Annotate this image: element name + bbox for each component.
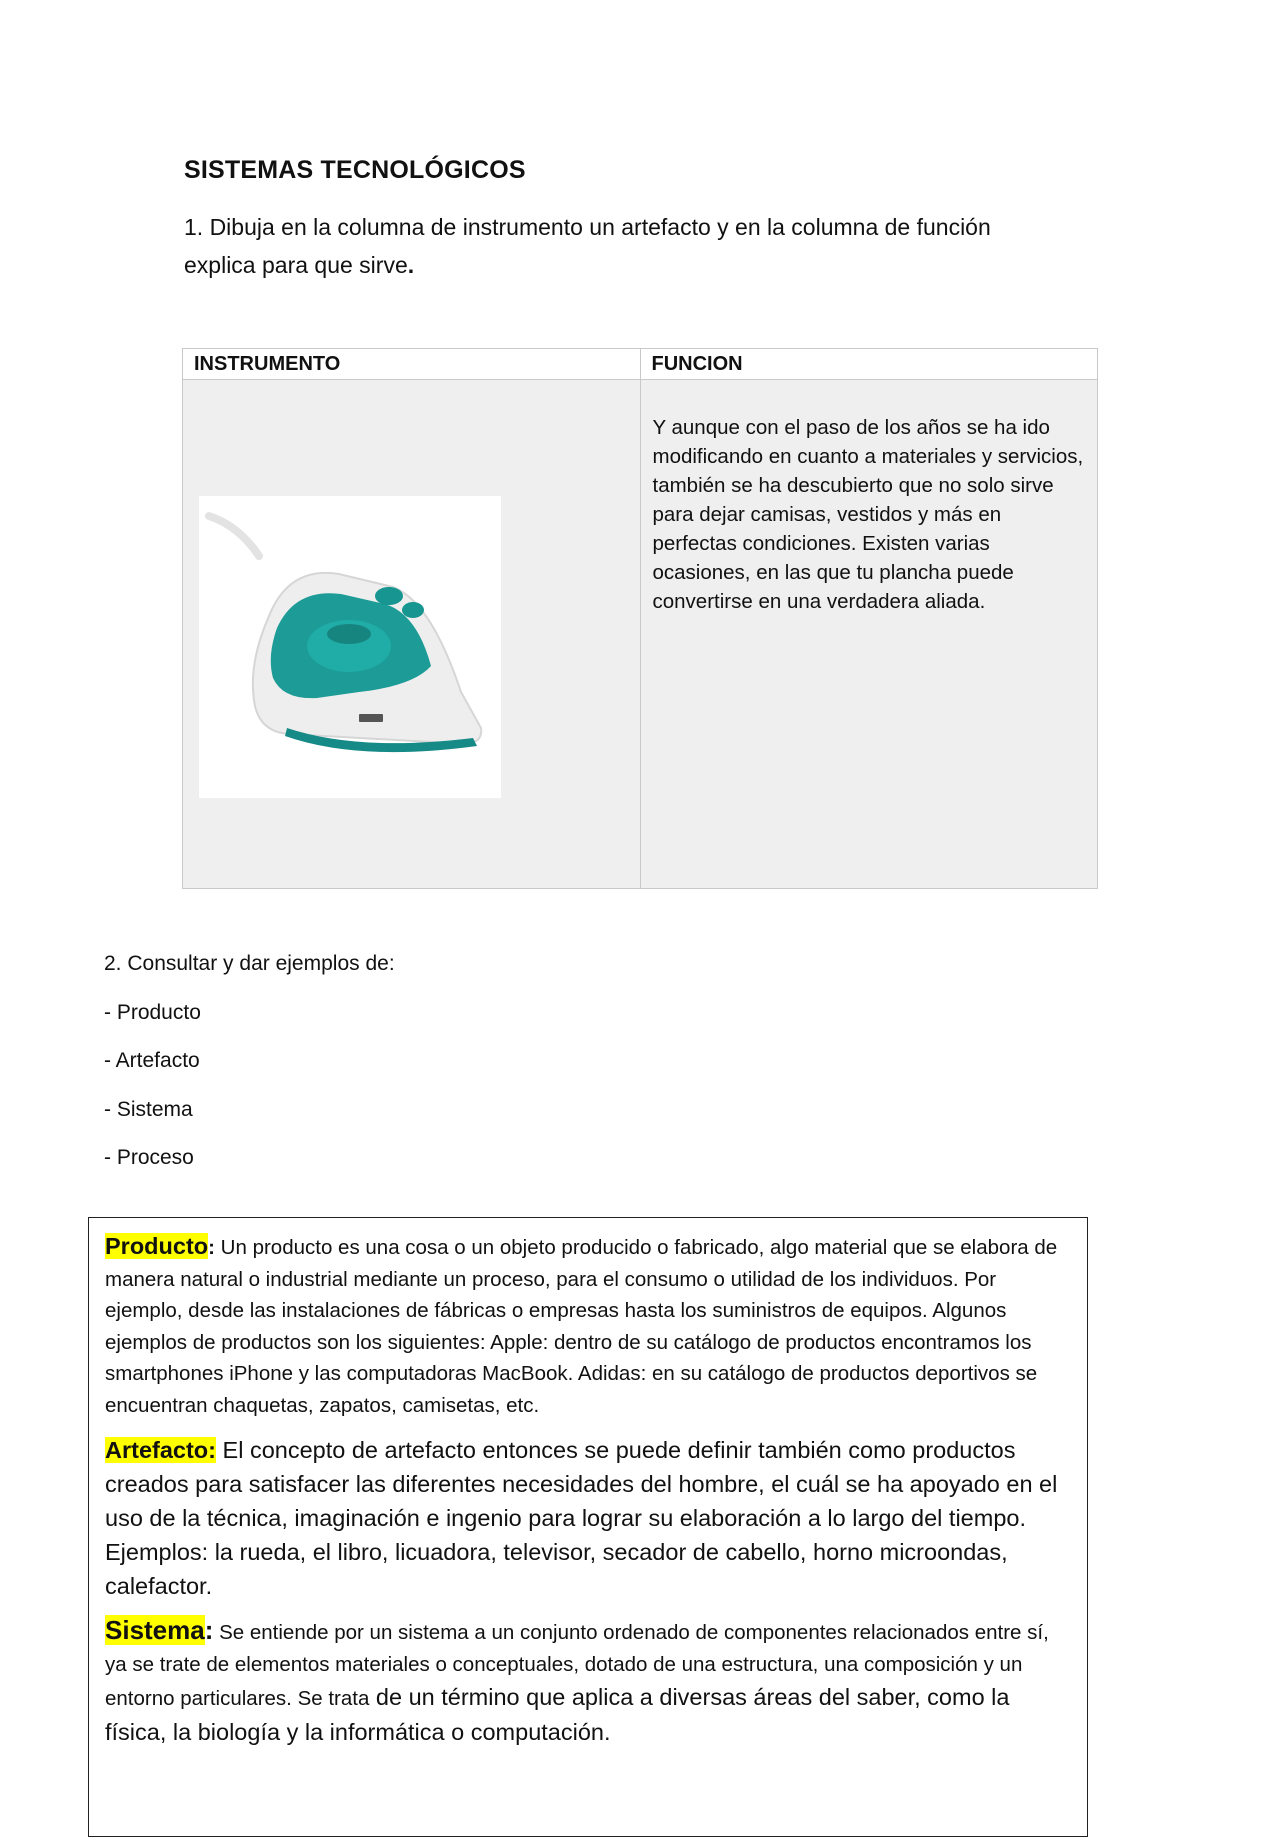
iron-image [199, 496, 501, 798]
page-title: SISTEMAS TECNOLÓGICOS [184, 156, 526, 184]
definition-artefacto-text: El concepto de artefacto entonces se puede definir también como productos creados para satisfacer las diferentes necesidades del hombre, el cuál se ha apoyado en el uso de la técnica, imaginación e ingenio para lograr su elaboración a lo largo del tiempo. Ejemplos: la rueda, el libro, licuadora, televisor, secador de cabello, horno microondas, calefactor. [105, 1437, 1058, 1599]
list-item: - Proceso [104, 1146, 194, 1169]
instrument-table [182, 348, 1098, 889]
term-sistema-colon: : [204, 1615, 214, 1645]
term-producto-colon: : [208, 1236, 215, 1259]
definition-artefacto [105, 1433, 1071, 1603]
table-header-row [183, 349, 1098, 380]
definition-sistema-text-a: Se entiende por un sistema a un conjunto ordenado de componentes relacionados entre sí, ya se trate de elementos materiales o conceptuales, dotado de una estructura, una composición y un entorno particulares. Se trata [105, 1621, 1049, 1710]
question-1-text: 1. Dibuja en la columna de instrumento un artefacto y en la columna de función explica para que sirve [184, 214, 991, 278]
question-2-intro: 2. Consultar y dar ejemplos de: [104, 952, 395, 975]
list-item: - Sistema [104, 1097, 193, 1121]
definitions-box [88, 1217, 1088, 1837]
funcion-text: Y aunque con el paso de los años se ha ido modificando en cuanto a materiales y servicios, también se ha descubierto que no solo sirve para dejar camisas, vestidos y más en perfectas condiciones. Existen varias ocasiones, en las que tu plancha puede convertirse en una verdadera aliada. [652, 416, 1084, 613]
question-1 [184, 208, 1064, 284]
funcion-cell [640, 380, 1098, 889]
definition-producto-text: Un producto es una cosa o un objeto producido o fabricado, algo material que se elabora de manera natural o industrial mediante un proceso, para el consumo o utilidad de los individuos. Por ejemplo, desde las instalaciones de fábricas o empresas hasta los suministros de equipos. Algunos ejemplos de productos son los siguientes: Apple: dentro de su catálogo de productos encontramos los smartphones iPhone y las computadoras MacBook. Adidas: en su catálogo de productos deportivos se encuentran chaquetas, zapatos, camisetas, etc. [105, 1236, 1058, 1417]
term-sistema: Sistema [105, 1615, 205, 1645]
definition-sistema-text-b: de un término que aplica a diversas áreas del saber, como la física, la biología y la informática o computación. [105, 1684, 1010, 1745]
term-producto: Producto [105, 1233, 209, 1259]
header-instrumento: INSTRUMENTO [183, 349, 641, 380]
list-item: - Artefacto [104, 1049, 200, 1072]
instrumento-cell [183, 380, 641, 889]
definition-sistema [105, 1615, 1071, 1749]
list-item: - Producto [104, 1000, 201, 1024]
question-1-end: . [407, 252, 415, 278]
table-row [183, 380, 1098, 889]
definition-producto [105, 1229, 1071, 1421]
clothes-iron-icon [199, 496, 501, 798]
term-artefacto: Artefacto: [105, 1437, 216, 1463]
question-2 [104, 952, 395, 1195]
header-funcion: FUNCION [640, 349, 1098, 380]
